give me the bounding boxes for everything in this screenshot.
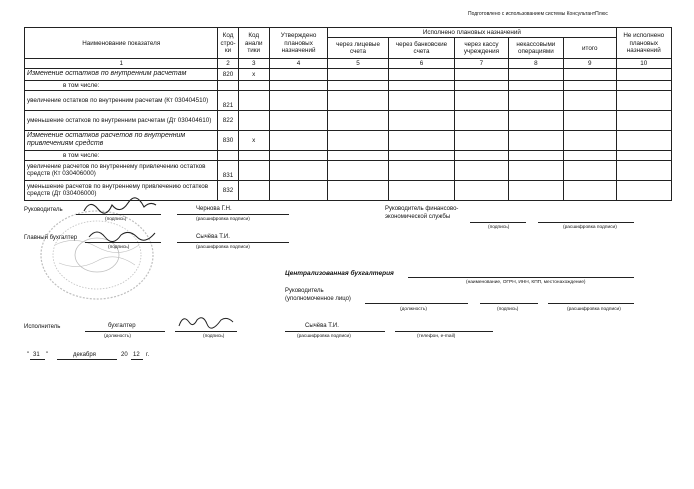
central-head-label: Руководитель <box>285 288 324 294</box>
header-not-executed: Не исполнено плановых назначений <box>616 28 671 59</box>
row-name: в том числе: <box>25 80 218 90</box>
executor-dolzhnost-caption: (должность) <box>104 334 131 339</box>
table-row <box>25 160 672 180</box>
executor-rasshifrovka-caption: (расшифровка подписи) <box>297 334 351 339</box>
col-number: 3 <box>238 59 269 69</box>
fin-podpis-caption: (подпись) <box>488 225 510 230</box>
central-accounting-label: Централизованная бухгалтерия <box>285 270 394 277</box>
executor-name: Сычёва Т.И. <box>305 323 339 329</box>
col-number: 9 <box>564 59 616 69</box>
header-code-line: Код стро- ки <box>218 28 238 59</box>
row-name: уменьшение расчетов по внутреннему привлечению остатков средств (Дт 030406000) <box>25 180 218 200</box>
table-row <box>25 69 672 80</box>
row-code: 821 <box>218 90 238 110</box>
central-head-authorized: (уполномоченное лицо) <box>285 296 351 302</box>
date-month: декабря <box>73 352 96 358</box>
consultant-note: Подготовлено с использованием системы КонсультантПлюс <box>468 11 608 17</box>
row-code: 820 <box>218 69 238 80</box>
row-analytics: x <box>238 69 269 80</box>
header-noncash: некассовыми операциями <box>508 38 563 59</box>
head-name: Чернова Г.Н. <box>196 206 232 212</box>
executor-phone-caption: (телефон, e-mail) <box>417 334 456 339</box>
date-year-prefix: 20 <box>121 352 128 358</box>
header-code-analytics: Код анали тики <box>238 28 269 59</box>
col-number: 2 <box>218 59 238 69</box>
row-name: Изменение остатков расчетов по внутренним привлечениям средств <box>25 130 218 150</box>
table-row <box>25 130 672 150</box>
head-podpis-caption: (подпись) <box>105 217 127 222</box>
col-number: 5 <box>328 59 388 69</box>
table-row <box>25 90 672 110</box>
row-analytics: x <box>238 130 269 150</box>
head-signature-image <box>80 197 160 219</box>
fin-rasshifrovka-caption: (расшифровка подписи) <box>563 225 617 230</box>
header-via-personal: через лицевые счета <box>328 38 388 59</box>
date-close-quote: " <box>46 352 49 358</box>
head-rasshifrovka-caption: (расшифровка подписи) <box>196 217 250 222</box>
central-rasshifrovka-caption: (расшифровка подписи) <box>567 307 621 312</box>
central-dolzhnost-caption: (должность) <box>400 307 427 312</box>
fin-head-label-2: экономической службы <box>385 214 451 220</box>
table-row <box>25 150 672 160</box>
chief-accountant-label: Главный бухгалтер <box>24 235 78 241</box>
row-code: 830 <box>218 130 238 150</box>
date-open-quote: " <box>27 352 30 358</box>
executor-podpis-caption: (подпись) <box>203 334 225 339</box>
central-accounting-caption: (наименование, ОГРН, ИНН, КПП, местонахождение) <box>466 280 586 285</box>
header-via-bank: через банковские счета <box>388 38 455 59</box>
head-label: Руководитель <box>24 207 63 213</box>
column-number-row <box>25 59 672 69</box>
chief-rasshifrovka-caption: (расшифровка подписи) <box>196 245 250 250</box>
row-code: 822 <box>218 110 238 130</box>
report-table <box>24 27 672 201</box>
row-name: уменьшение остатков по внутренним расчетам (Дт 030404610) <box>25 110 218 130</box>
central-podpis-caption: (подпись) <box>497 307 519 312</box>
header-via-cash: через кассу учреждения <box>455 38 508 59</box>
chief-podpis-caption: (подпись) <box>108 245 130 250</box>
row-name: в том числе: <box>25 150 218 160</box>
col-number: 4 <box>269 59 327 69</box>
header-executed-group: Исполнено плановых назначений <box>328 28 616 38</box>
header-total: итого <box>564 38 616 59</box>
row-code: 832 <box>218 180 238 200</box>
col-number: 6 <box>388 59 455 69</box>
header-approved: Утверждено плановых назначений <box>269 28 327 59</box>
header-name: Наименование показателя <box>25 28 218 59</box>
date-year-suffix: г. <box>146 352 150 358</box>
date-year: 12 <box>133 352 140 358</box>
chief-accountant-name: Сычёва Т.И. <box>196 234 230 240</box>
col-number: 8 <box>508 59 563 69</box>
executor-signature-image <box>175 312 237 332</box>
table-row <box>25 80 672 90</box>
col-number: 7 <box>455 59 508 69</box>
date-day: 31 <box>33 352 40 358</box>
col-number: 10 <box>616 59 671 69</box>
fin-head-label-1: Руководитель финансово- <box>385 206 459 212</box>
col-number: 1 <box>25 59 218 69</box>
executor-position: бухгалтер <box>108 323 136 329</box>
table-row <box>25 110 672 130</box>
executor-label: Исполнитель <box>24 324 61 330</box>
row-name: Изменение остатков по внутренним расчетам <box>25 69 218 80</box>
row-name: увеличение расчетов по внутреннему привлечению остатков средств (Кт 030406000) <box>25 160 218 180</box>
organization-stamp-image <box>35 205 160 305</box>
row-code: 831 <box>218 160 238 180</box>
row-name: увеличение остатков по внутренним расчетам (Кт 030404510) <box>25 90 218 110</box>
